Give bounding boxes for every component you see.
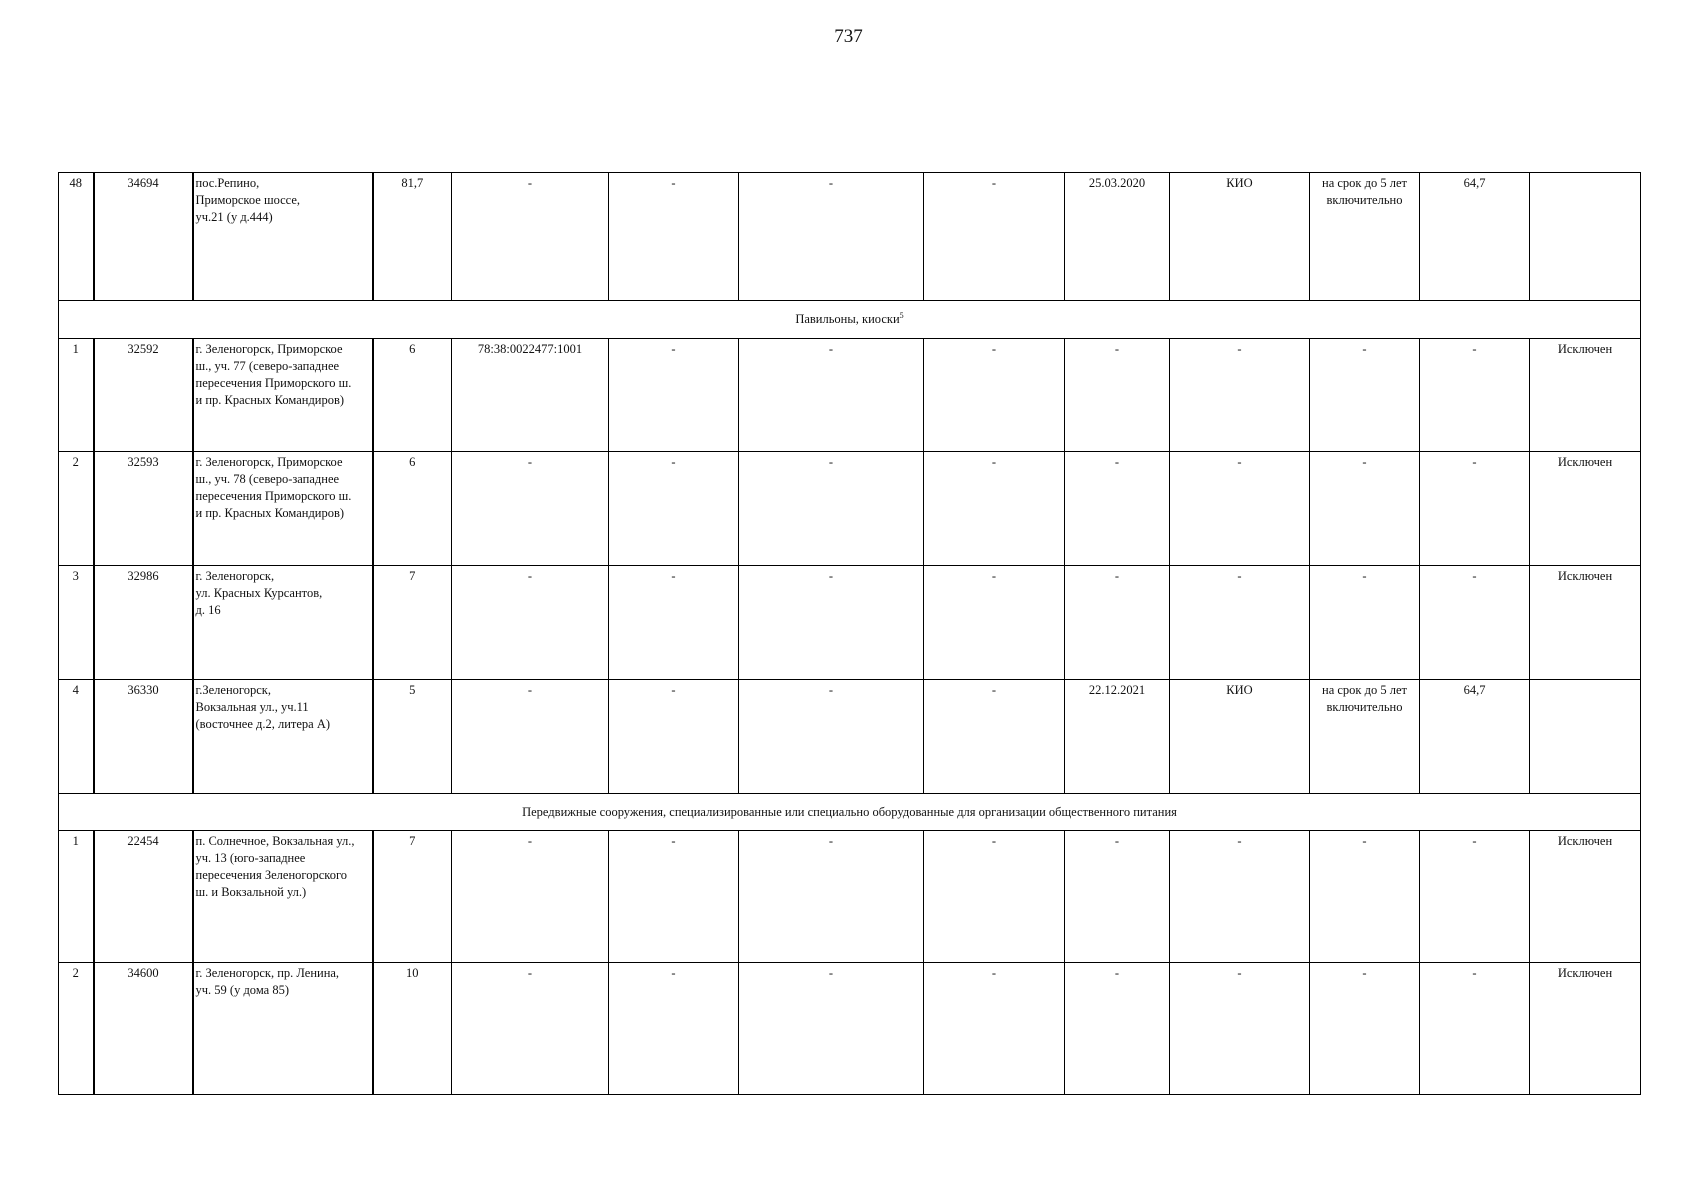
cadastral-number-cell: - [452, 566, 609, 680]
registry-table [58, 172, 1641, 1095]
area-cell: 10 [373, 963, 452, 1095]
object-id-cell: 34694 [94, 173, 193, 301]
cadastral-number-cell: - [452, 452, 609, 566]
section-header-row [59, 301, 1641, 339]
address-cell [193, 963, 373, 1095]
object-id-cell: 34600 [94, 963, 193, 1095]
object-id-cell: 32592 [94, 339, 193, 452]
row-number-cell: 48 [59, 173, 94, 301]
area-cell: 6 [373, 339, 452, 452]
address-line: пересечения Приморского ш. [195, 376, 352, 390]
cadastral-number-cell: 78:38:0022477:1001 [452, 339, 609, 452]
column-6-cell: - [609, 452, 739, 566]
address-cell [193, 173, 373, 301]
organization-cell: - [1170, 339, 1310, 452]
object-id-cell: 32986 [94, 566, 193, 680]
column-8-cell: - [924, 566, 1065, 680]
cadastral-number-cell: - [452, 173, 609, 301]
column-8-cell: - [924, 963, 1065, 1095]
area-cell: 81,7 [373, 173, 452, 301]
term-cell [1310, 173, 1420, 301]
value-cell: - [1420, 963, 1530, 1095]
address-line: г.Зеленогорск, [195, 683, 271, 697]
address-cell [193, 452, 373, 566]
table-row [59, 339, 1641, 452]
value-cell: 64,7 [1420, 680, 1530, 794]
section-title [59, 794, 1641, 831]
section-title [59, 301, 1641, 339]
cadastral-number-cell: - [452, 963, 609, 1095]
area-cell: 7 [373, 831, 452, 963]
address-line: (восточнее д.2, литера А) [195, 717, 331, 731]
address-line: и пр. Красных Командиров) [195, 506, 345, 520]
term-cell [1310, 566, 1420, 680]
address-line: г. Зеленогорск, пр. Ленина, [195, 966, 340, 980]
address-line: уч. 59 (у дома 85) [195, 983, 289, 997]
table-row [59, 566, 1641, 680]
address-line: пересечения Приморского ш. [195, 489, 352, 503]
row-number-cell: 2 [59, 452, 94, 566]
value-cell: - [1420, 452, 1530, 566]
address-line: Приморское шоссе, [195, 193, 301, 207]
address-line: ш., уч. 78 (северо-западнее [195, 472, 340, 486]
column-6-cell: - [609, 339, 739, 452]
address-line: пос.Репино, [195, 176, 260, 190]
object-id-cell: 32593 [94, 452, 193, 566]
column-6-cell: - [609, 963, 739, 1095]
address-cell [193, 339, 373, 452]
column-6-cell: - [609, 680, 739, 794]
column-6-cell: - [609, 173, 739, 301]
organization-cell: - [1170, 566, 1310, 680]
cadastral-number-cell: - [452, 680, 609, 794]
object-id-cell: 22454 [94, 831, 193, 963]
organization-cell: - [1170, 452, 1310, 566]
address-line: ул. Красных Курсантов, [195, 586, 323, 600]
term-line: на срок до 5 лет [1322, 176, 1407, 190]
address-line: пересечения Зеленогорского [195, 868, 348, 882]
status-cell: Исключен [1530, 831, 1641, 963]
term-cell [1310, 452, 1420, 566]
column-7-cell: - [739, 452, 924, 566]
row-number-cell: 2 [59, 963, 94, 1095]
term-line: включительно [1326, 193, 1403, 207]
cadastral-number-cell: - [452, 831, 609, 963]
column-8-cell: - [924, 173, 1065, 301]
term-line: - [1362, 569, 1367, 583]
table-row [59, 963, 1641, 1095]
status-cell: Исключен [1530, 963, 1641, 1095]
address-line: уч. 13 (юго-западнее [195, 851, 306, 865]
address-line: д. 16 [195, 603, 221, 617]
address-line: п. Солнечное, Вокзальная ул., [195, 834, 355, 848]
term-line: включительно [1326, 700, 1403, 714]
column-8-cell: - [924, 339, 1065, 452]
term-cell [1310, 831, 1420, 963]
address-line: г. Зеленогорск, Приморское [195, 455, 343, 469]
term-line: - [1362, 966, 1367, 980]
date-cell: 25.03.2020 [1065, 173, 1170, 301]
status-cell: Исключен [1530, 566, 1641, 680]
column-7-cell: - [739, 566, 924, 680]
address-line: уч.21 (у д.444) [195, 210, 273, 224]
column-8-cell: - [924, 452, 1065, 566]
status-cell [1530, 680, 1641, 794]
column-6-cell: - [609, 831, 739, 963]
value-cell: 64,7 [1420, 173, 1530, 301]
address-line: и пр. Красных Командиров) [195, 393, 345, 407]
area-cell: 5 [373, 680, 452, 794]
footnote-marker: 5 [899, 310, 904, 320]
column-7-cell: - [739, 173, 924, 301]
column-6-cell: - [609, 566, 739, 680]
organization-cell: - [1170, 831, 1310, 963]
address-cell [193, 566, 373, 680]
term-line: - [1362, 834, 1367, 848]
term-cell [1310, 680, 1420, 794]
address-cell [193, 680, 373, 794]
table-row [59, 173, 1641, 301]
value-cell: - [1420, 566, 1530, 680]
status-cell [1530, 173, 1641, 301]
table-row [59, 680, 1641, 794]
term-line: - [1362, 342, 1367, 356]
value-cell: - [1420, 339, 1530, 452]
organization-cell: КИО [1170, 680, 1310, 794]
section-header-row [59, 794, 1641, 831]
area-cell: 6 [373, 452, 452, 566]
column-7-cell: - [739, 963, 924, 1095]
term-cell [1310, 339, 1420, 452]
row-number-cell: 1 [59, 339, 94, 452]
address-line: г. Зеленогорск, [195, 569, 275, 583]
status-cell: Исключен [1530, 452, 1641, 566]
date-cell: - [1065, 831, 1170, 963]
row-number-cell: 4 [59, 680, 94, 794]
term-line: на срок до 5 лет [1322, 683, 1407, 697]
column-8-cell: - [924, 680, 1065, 794]
row-number-cell: 3 [59, 566, 94, 680]
table-row [59, 831, 1641, 963]
date-cell: - [1065, 566, 1170, 680]
address-line: ш. и Вокзальной ул.) [195, 885, 307, 899]
section-title-text: Павильоны, киоски [795, 312, 900, 326]
date-cell: - [1065, 963, 1170, 1095]
object-id-cell: 36330 [94, 680, 193, 794]
address-line: ш., уч. 77 (северо-западнее [195, 359, 340, 373]
section-title-text: Передвижные сооружения, специализированные или специально оборудованные для организации общественного питания [522, 804, 1177, 819]
organization-cell: - [1170, 963, 1310, 1095]
address-line: г. Зеленогорск, Приморское [195, 342, 343, 356]
term-line: - [1362, 455, 1367, 469]
date-cell: - [1065, 452, 1170, 566]
column-7-cell: - [739, 831, 924, 963]
row-number-cell: 1 [59, 831, 94, 963]
table-row [59, 452, 1641, 566]
date-cell: - [1065, 339, 1170, 452]
date-cell: 22.12.2021 [1065, 680, 1170, 794]
address-cell [193, 831, 373, 963]
column-7-cell: - [739, 680, 924, 794]
area-cell: 7 [373, 566, 452, 680]
column-7-cell: - [739, 339, 924, 452]
organization-cell: КИО [1170, 173, 1310, 301]
page-number: 737 [834, 26, 863, 47]
address-line: Вокзальная ул., уч.11 [195, 700, 309, 714]
status-cell: Исключен [1530, 339, 1641, 452]
column-8-cell: - [924, 831, 1065, 963]
value-cell: - [1420, 831, 1530, 963]
term-cell [1310, 963, 1420, 1095]
